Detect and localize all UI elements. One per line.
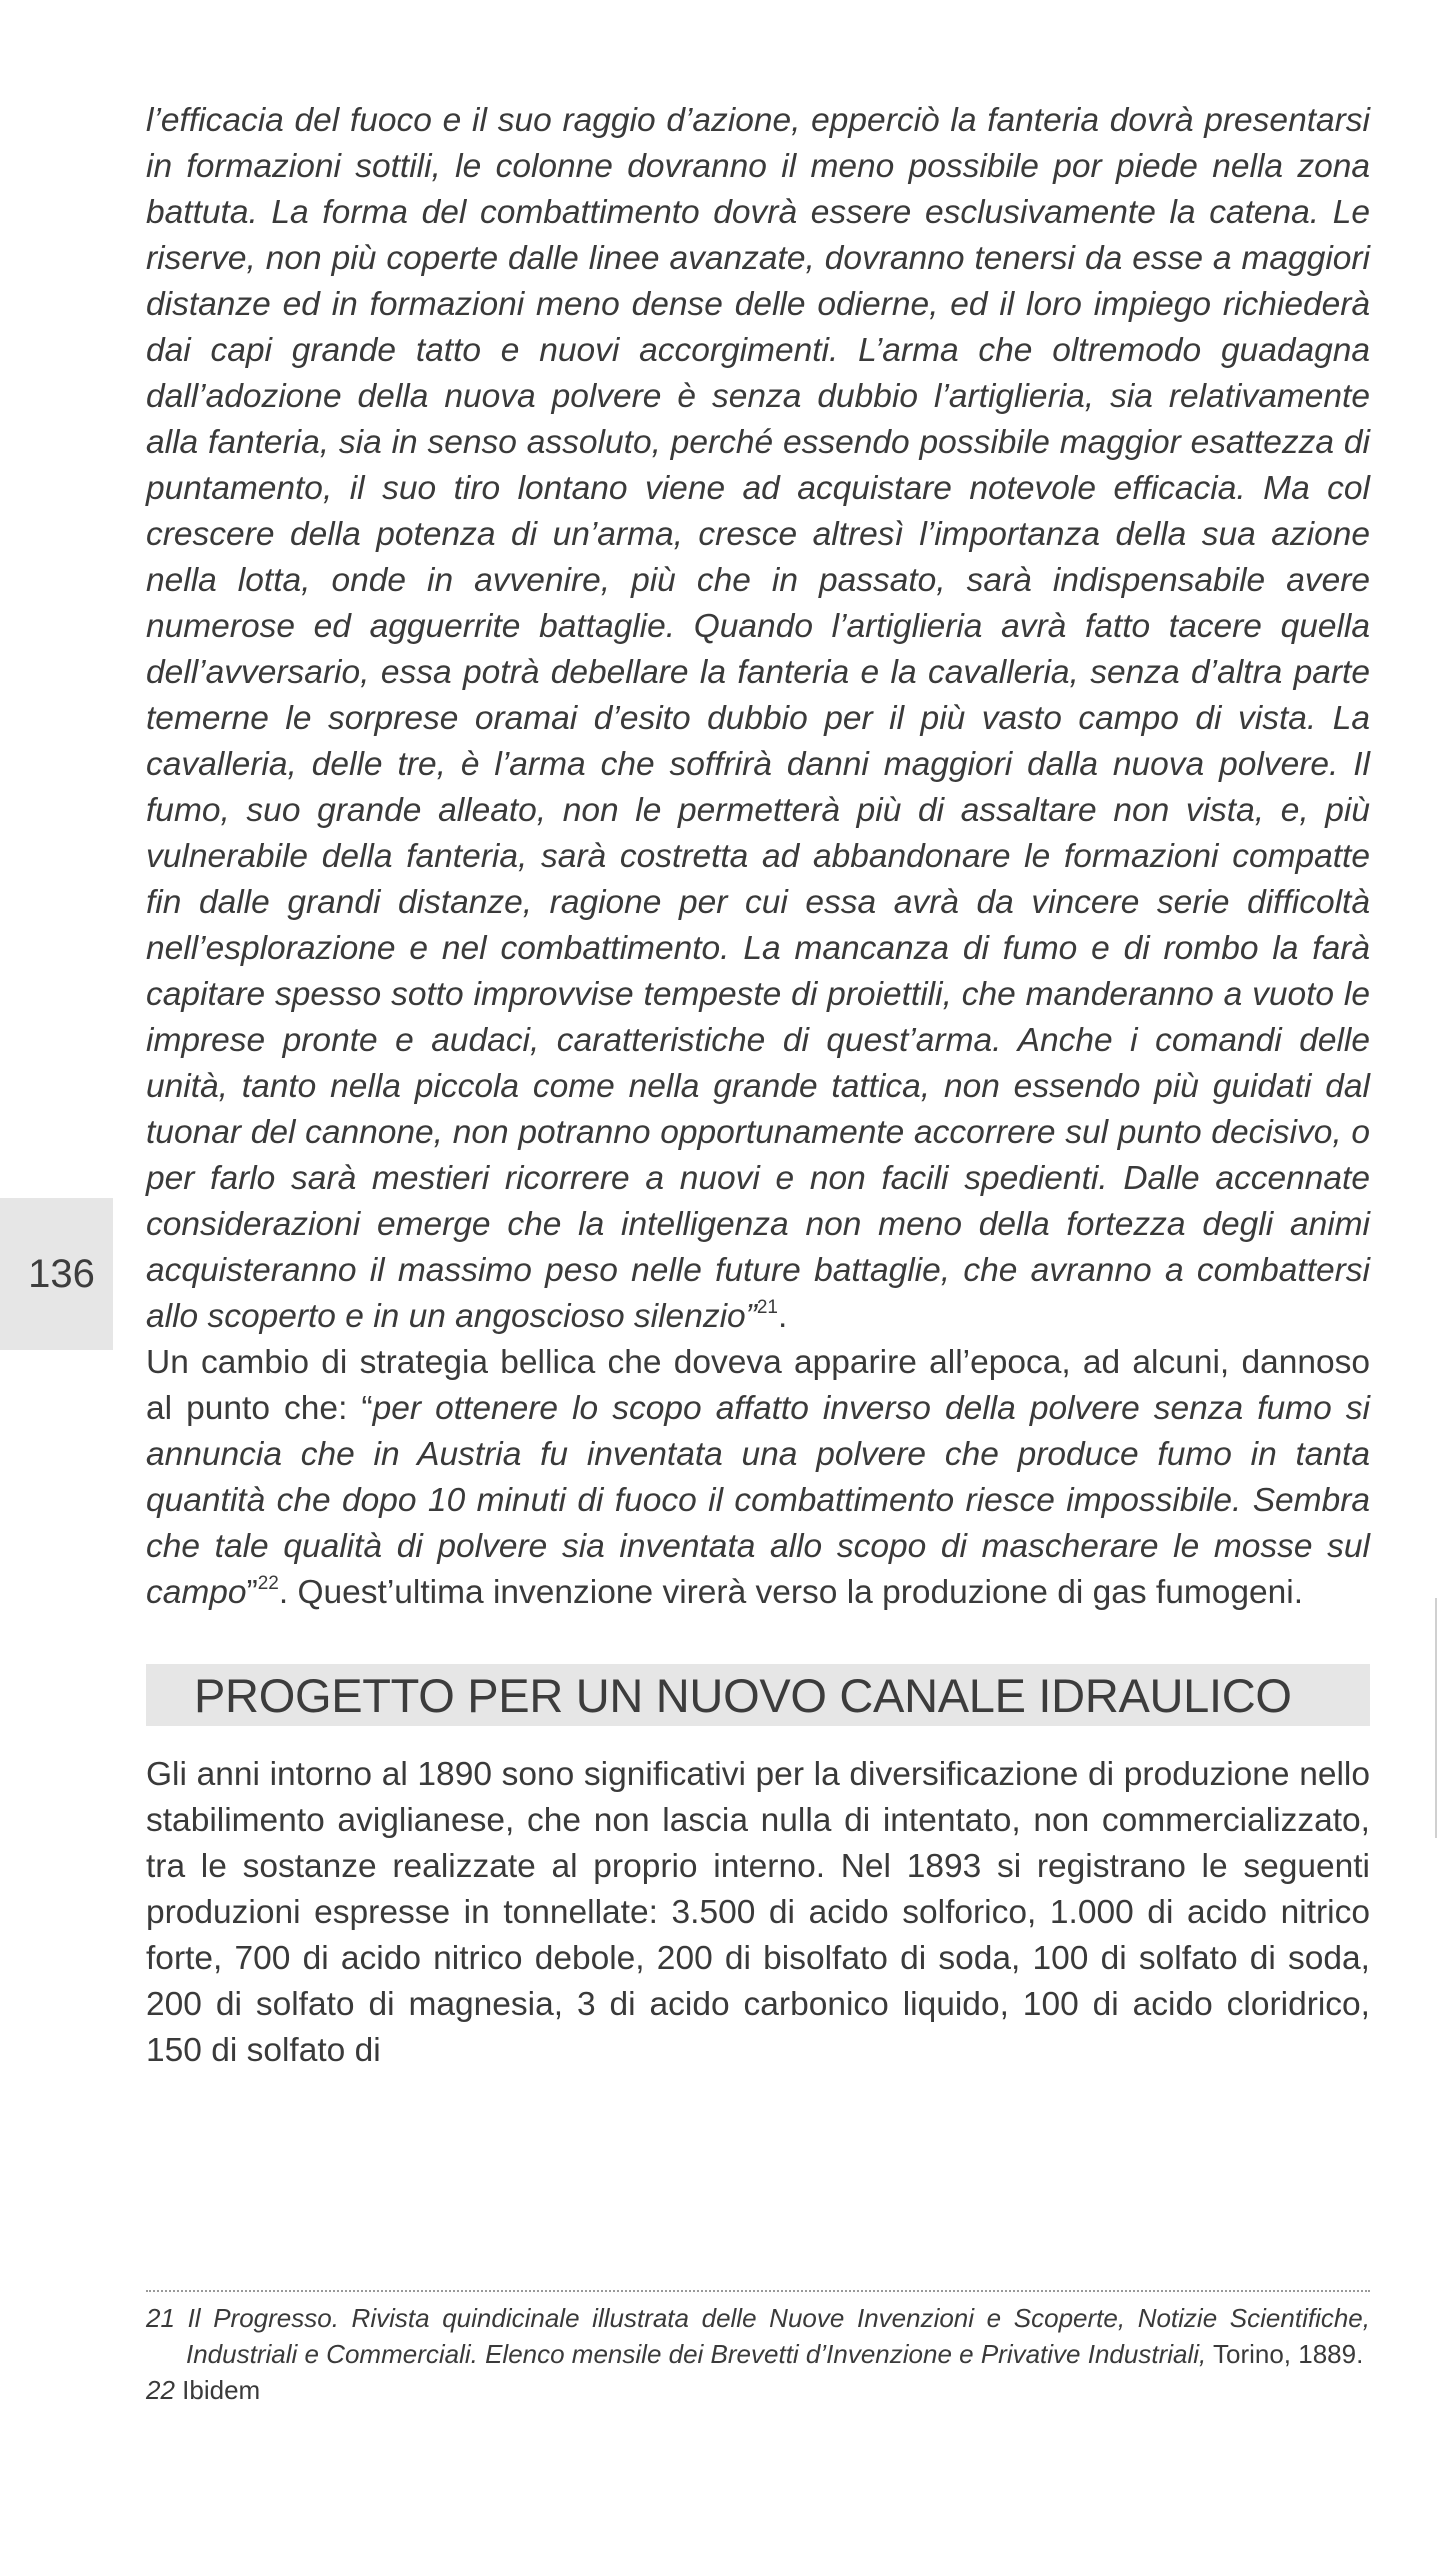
paragraph-2-tail: . Quest’ultima invenzione virerà verso la produzione di gas fumogeni. <box>278 1574 1304 1611</box>
paragraph-2-quote: per ottenere lo scopo affatto inverso della polvere senza fumo si annuncia che in Austria fu inventata una polvere che produce fumo in tanta quantità che dopo 10 minuti di fuoco il combattimento riesce impossibile. Sembra che tale qualità di polvere sia inventata allo scopo di mascherare le mosse sul campo <box>146 1390 1370 1611</box>
body-paragraph-2 <box>146 1340 1370 1616</box>
quoted-paragraph <box>146 98 1370 1340</box>
footnote-22-number: 22 <box>146 2375 175 2405</box>
footnotes <box>146 2290 1370 2408</box>
footnote-21-number: 21 <box>146 2303 175 2333</box>
scan-edge-mark <box>1435 1598 1437 1838</box>
period: . <box>777 1298 788 1335</box>
footnote-21-rest: Torino, 1889. <box>1206 2339 1364 2369</box>
page-number: 136 <box>28 1251 95 1296</box>
footnote-21-title: Il Progresso. Rivista quindicinale illustrata delle Nuove Invenzioni e Scoperte, Notizie Scientifiche, Industriali e Commerciali. Elenco mensile dei Brevetti d’Invenzione e Privative Industriali, <box>186 2303 1370 2369</box>
footnote-22 <box>146 2372 1370 2408</box>
quote-close-mark: ” <box>745 1298 757 1335</box>
footnote-ref-21[interactable]: 21 <box>756 1297 778 1318</box>
section-heading: PROGETTO PER UN NUOVO CANALE IDRAULICO <box>146 1664 1370 1726</box>
footnote-21 <box>146 2300 1370 2372</box>
paragraph-2-intro: Un cambio di strategia bellica che doveva apparire all’epoca, ad alcuni, dannoso al punto che: “ <box>146 1344 1370 1427</box>
main-text-column <box>146 98 1370 2074</box>
body-paragraph-3: Gli anni intorno al 1890 sono significativi per la diversificazione di produzione nello stabilimento aviglianese, che non lascia nulla di intentato, non commercializzato, tra le sostanze realizzate al proprio interno. Nel 1893 si registrano le seguenti produzioni espresse in tonnellate: 3.500 di acido solforico, 1.000 di acido nitrico forte, 700 di acido nitrico debole, 200 di bisolfato di soda, 100 di solfato di soda, 200 di solfato di magnesia, 3 di acido carbonico liquido, 100 di acido cloridrico, 150 di solfato di <box>146 1756 1370 2069</box>
quote-close-mark: ” <box>246 1574 258 1611</box>
footnote-ref-22[interactable]: 22 <box>257 1573 279 1594</box>
page-number-tab <box>0 1198 113 1350</box>
quoted-paragraph-text: l’efficacia del fuoco e il suo raggio d’azione, epperciò la fanteria dovrà presentarsi in formazioni sottili, le colonne dovranno il meno possibile por piede nella zona battuta. La forma del combattimento dovrà essere esclusivamente la catena. Le riserve, non più coperte dalle linee avanzate, dovranno tenersi da esse a maggiori distanze ed in formazioni meno dense delle odierne, ed il loro impiego richiederà dai capi grande tatto e nuovi accorgimenti. L’arma che oltremodo guadagna dall’adozione della nuova polvere è senza dubbio l’artiglieria, sia relativamente alla fanteria, sia in senso assoluto, perché essendo possibile maggior esattezza di puntamento, il suo tiro lontano viene ad acquistare notevole efficacia. Ma col crescere della potenza di un’arma, cresce altresì l’importanza della sua azione nella lotta, onde in avvenire, più che in passato, sarà indispensabile avere numerose ed agguerrite battaglie. Quando l’artiglieria avrà fatto tacere quella dell’avversario, essa potrà debellare la fanteria e la cavalleria, senza d’altra parte temerne le sorprese oramai d’esito dubbio per il più vasto campo di vista. La cavalleria, delle tre, è l’arma che soffrirà danni maggiori dalla nuova polvere. Il fumo, suo grande alleato, non le permetterà più di assaltare non vista, e, più vulnerabile della fanteria, sarà costretta ad abbandonare le formazioni compatte fin dalle grandi distanze, ragione per cui essa avrà da vincere serie difficoltà nell’esplorazione e nel combattimento. La mancanza di fumo e di rombo la farà capitare spesso sotto improvvise tempeste di proiettili, che manderanno a vuoto le imprese pronte e audaci, caratteristiche di quest’arma. Anche i comandi delle unità, tanto nella piccola come nella grande tattica, non essendo più guidati dal tuonar del cannone, non potranno opportunamente accorrere sul punto decisivo, o per farlo sarà mestieri ricorrere a nuovi e non facili spedienti. Dalle accennate considerazioni emerge che la intelligenza non meno della fortezza degli animi acquisteranno il massimo peso nelle future battaglie, che avranno a combattersi allo scoperto e in un angoscioso silenzio <box>146 102 1370 1335</box>
footnote-22-text: Ibidem <box>182 2375 261 2405</box>
